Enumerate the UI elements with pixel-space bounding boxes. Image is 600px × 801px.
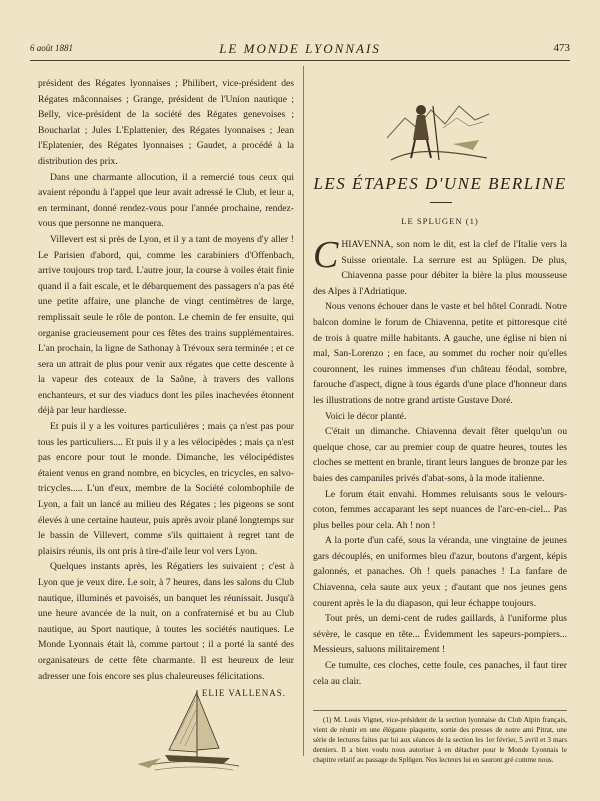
article-paragraph: A la porte d'un café, sous la véranda, une vingtaine de jeunes gars découplés, en uniformes bleu d'azur, boutons d'argent, képis galonnés, et panaches. Oh ! quels panaches ! La fanfare de Chiavenna, cela saute aux yeux ; d'autant que nos jeunes gens courent après le la du diapason, qui leur échappe toujours. [313,535,567,609]
article-paragraph: Nous venons échouer dans le vaste et bel hôtel Conradi. Notre balcon domine le forum de Chiavenna, petite et pittoresque cité de trois à quatre mille habitants. A gauche, une église ni bien ni mal, San-Lorenzo ; en face, au sommet du rocher noir qu'elles couronnent, les ruines immenses d'un château féodal, sombre, farouche d'aspect, digne à tous égards d'une place d'honneur dans les illustrations de notre grand artiste Gustave Doré. [313,301,567,406]
title-rule [430,202,452,203]
article-subtitle: LE SPLUGEN (1) [401,216,479,226]
article-paragraph: Ce tumulte, ces cloches, cette foule, ces panaches, il faut tirer cela au clair. [313,660,567,687]
page-number: 473 [553,42,570,54]
left-paragraph: président des Régates lyonnaises ; Philibert, vice-président des Régates mâconnaises ; Grange, président de l'Union nautique ; Belly, vice-président de la société des Régates genevoises ; Boucharlat ; Jules L'Eplattenier, des Régates lyonnaises ; Jean l'Eplatenier, des Régates lyonnaises ; Gaudet, a procédé à la distribution des prix. [38,78,294,167]
first-paragraph-text: HIAVENNA, son nom le dit, est la clef de l'Italie vers la Suisse orientale. La serrure est au Splügen. De plus, Chiavenna passe pour débiter la bière la plus mousseuse des Alpes à l'Adriatique. [313,239,567,297]
author-signature: ELIE VALLENAS. [201,688,286,699]
sailboat-vignette [135,680,245,775]
header-rule [30,60,570,61]
footnote-text: (1) M. Louis Vignet, vice-président de la section lyonnaise du Club Alpin français, vient de réunir en une élégante plaquette, sortie des presses de notre ami Pitrat, une série de lectures faites par lui aux séances de la section les 1er février, 5 avril et 3 mars derniers. Il a bien voulu nous autoriser à en détacher pour le Monde Lyonnais le chapitre relatif au passage du Splügen. Nos lecteurs lui en sauront gré comme nous. [313,716,567,764]
left-paragraph: Et puis il y a les voitures particulières ; mais ça n'est pas pour tous les particuliers.... Et puis il y a les vélocipèdes ; mais ça n'est pas encore pour tout le monde. Dimanche, les vélocipédistes étaient venus en grand nombre, en bicycles, en tricycles, en salvo-tricycles..... L'un d'eux, membre de la Société colombophile de Lyon, a fait un lancé au milieu des Régates ; les pigeons se sont élevés à une certaine hauteur, puis après avoir plané longtemps sur le bassin de Villevert, comme s'ils quittaient à regret tant de plaisirs réunis, ils ont pris à tire-d'aile leur vol vers Lyon. [38,421,294,557]
article-paragraph: Le forum était envahi. Hommes reluisants sous le velours-coton, femmes accaparant les sept nuances de l'arc-en-ciel... Pas plus belles pour cela. Ah ! non ! [313,488,567,531]
left-paragraph: Dans une charmante allocution, il a remercié tous ceux qui avaient répondu à l'appel que leur avait adressé le Club, et leur a, en terminant, donné rendez-vous pour l'année prochaine, rendez-vous que personne ne manquera. [38,171,294,230]
footnote-rule [313,710,567,711]
footnote [313,715,567,765]
header-date: 6 août 1881 [30,43,74,53]
article-title: LES ÉTAPES D'UNE BERLINE [313,174,567,193]
mountain-hiker-vignette [383,88,493,164]
article-paragraph: Tout près, un demi-cent de rudes gaillards, à l'uniforme plus sévère, le casque en tête... Évidemment les sapeurs-pompiers... Messieurs, saluons militairement ! [313,613,567,656]
journal-title: LE MONDE LYONNAIS [219,41,381,56]
left-paragraph: Villevert est si près de Lyon, et il y a tant de moyens d'y aller ! Le Parisien d'abord, qui, comme les carabiniers d'Offenbach, arrive toujours trop tard. L'autre jour, la course à voiles était finie quand il a fait escale, et le débarquement des passagers n'a pas été une petite affaire, une planche de vingt centimètres de large, remplissait seule le rôle de ponton. Le chemin de fer ensuite, qui organise gracieusement pour ces fêtes des trains supplémentaires. L'an prochain, la ligne de Sathonay à Trévoux sera terminée ; et ce sera un attrait de plus pour venir aux régates que cette descente à la vapeur des coteaux de la Saône, à travers des vallons enchanteurs, et sur des viaducs dont les piles inachevées étonnent déjà par leur hardiesse. [38,233,294,417]
article-paragraph: C'était un dimanche. Chiavenna devait fêter quelqu'un ou quelque chose, car au premier coup de quatre heures, toutes les cloches se mettent en branle, tirant leurs langues de bronze par les baies des campaniles privés d'abat-sons, à la mode italienne. [313,426,567,484]
left-column [38,76,294,702]
left-paragraph: Quelques instants après, les Régatiers les suivaient ; c'est à Lyon que je veux dire. Le soir, à 7 heures, dans les salons du Club nautique, illuminés et pavoisés, un banquet les réunissait. Jusqu'à une heure avancée de la nuit, on a confraternisé et bu au Club nautique, au Sport nautique, à toutes les sociétés nautiques. Le Monde Lyonnais était là, comme partout ; il a porté la santé des organisateurs de cette fête charmante. Il est heureux de leur adresser une fois encore ses plus chaleureuses félicitations. [38,561,294,682]
drop-cap: C [313,234,339,276]
page-header [30,41,570,57]
article-paragraph: Voici le décor planté. [325,410,407,422]
right-column [313,234,567,689]
article-first-paragraph [313,234,567,299]
column-divider [303,66,304,756]
